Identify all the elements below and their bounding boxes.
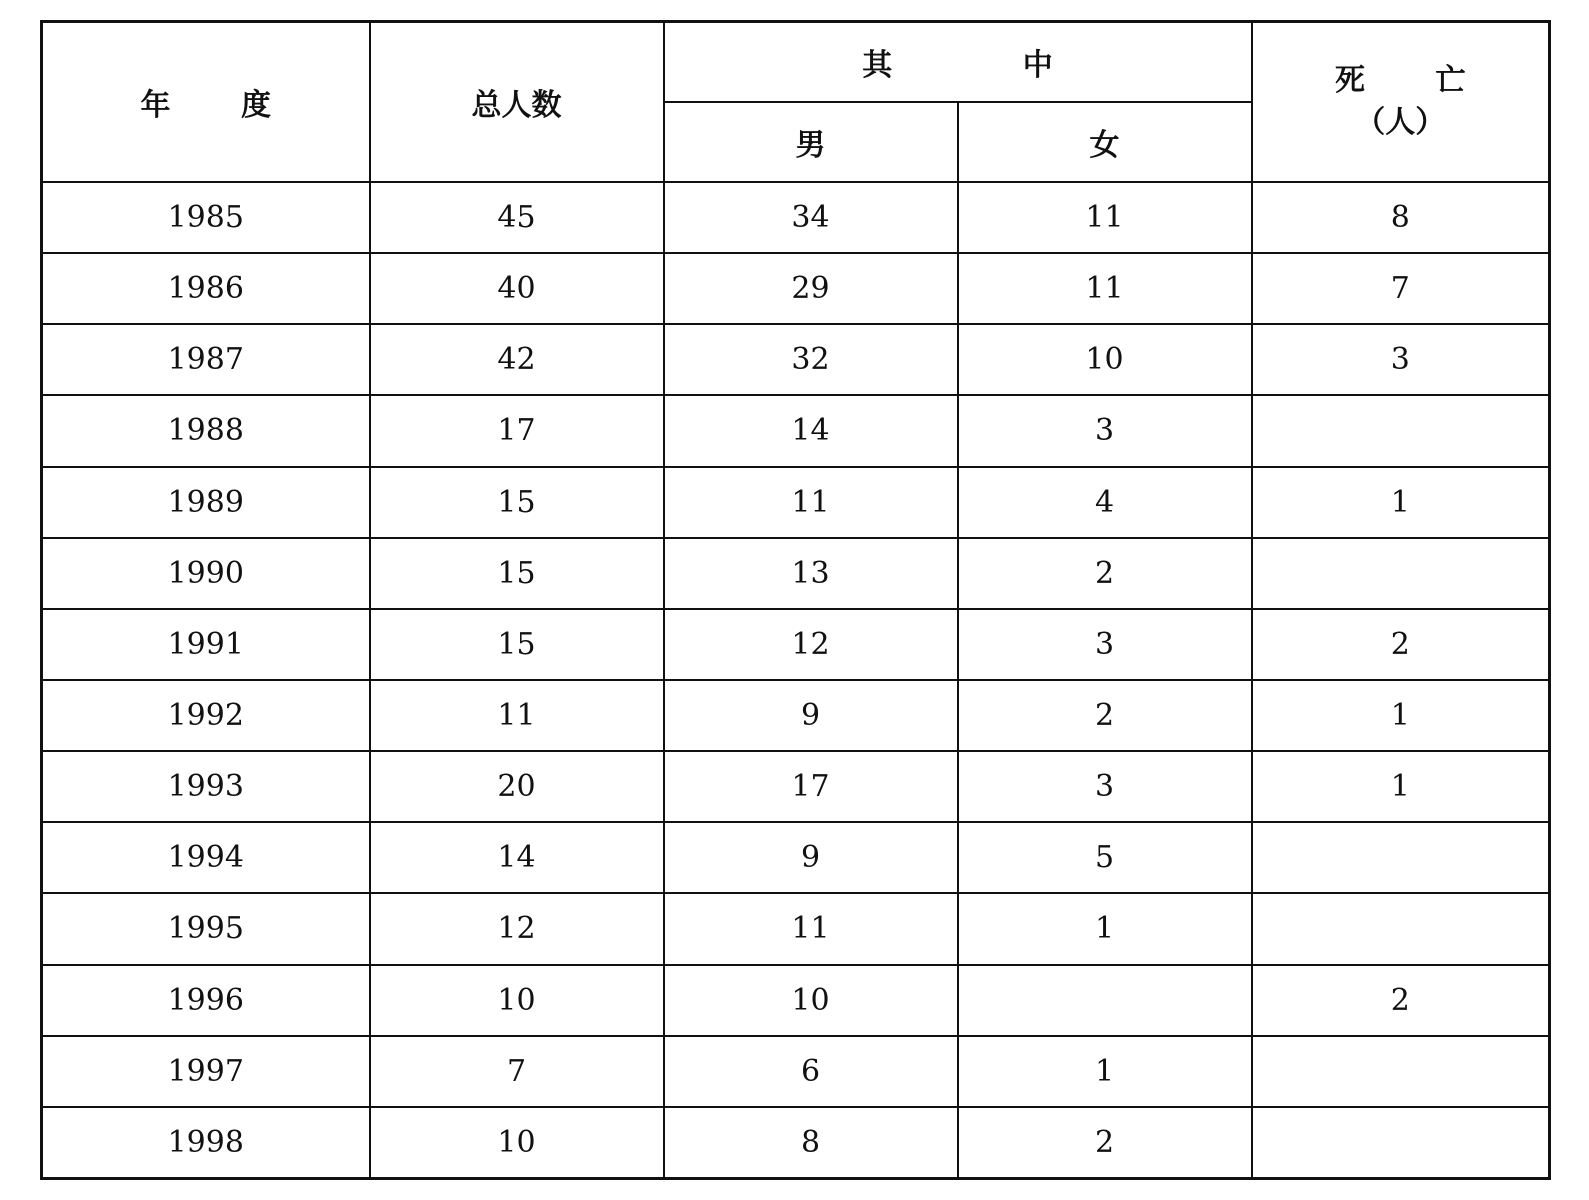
cell-death: 2	[1252, 965, 1550, 1036]
cell-female: 3	[958, 395, 1252, 466]
cell-male: 9	[664, 822, 958, 893]
table-row	[42, 324, 1550, 395]
cell-death	[1252, 395, 1550, 466]
table-row	[42, 182, 1550, 253]
cell-female: 2	[958, 538, 1252, 609]
cell-death: 1	[1252, 467, 1550, 538]
cell-male: 8	[664, 1107, 958, 1179]
cell-female: 1	[958, 1036, 1252, 1107]
cell-total: 42	[370, 324, 664, 395]
table-row	[42, 751, 1550, 822]
cell-male: 32	[664, 324, 958, 395]
table-body	[42, 182, 1550, 1179]
cell-year: 1990	[42, 538, 370, 609]
table-row	[42, 1036, 1550, 1107]
header-total-label: 总人数	[471, 88, 562, 123]
cell-total: 17	[370, 395, 664, 466]
cell-female: 2	[958, 1107, 1252, 1179]
cell-year: 1997	[42, 1036, 370, 1107]
table-row	[42, 822, 1550, 893]
statistics-table	[40, 20, 1551, 1180]
cell-death	[1252, 538, 1550, 609]
cell-year: 1991	[42, 609, 370, 680]
table-row	[42, 538, 1550, 609]
cell-total: 40	[370, 253, 664, 324]
table-row	[42, 395, 1550, 466]
cell-total: 12	[370, 893, 664, 964]
header-male-label: 男	[795, 128, 826, 163]
cell-total: 15	[370, 467, 664, 538]
cell-male: 12	[664, 609, 958, 680]
table-row	[42, 609, 1550, 680]
cell-female: 11	[958, 253, 1252, 324]
cell-death: 2	[1252, 609, 1550, 680]
cell-death	[1252, 1107, 1550, 1179]
cell-male: 34	[664, 182, 958, 253]
cell-year: 1994	[42, 822, 370, 893]
cell-female: 3	[958, 609, 1252, 680]
table-row	[42, 965, 1550, 1036]
cell-death: 1	[1252, 751, 1550, 822]
header-year-label: 年 度	[140, 88, 301, 123]
cell-total: 45	[370, 182, 664, 253]
cell-male: 14	[664, 395, 958, 466]
cell-death: 3	[1252, 324, 1550, 395]
header-year	[42, 22, 370, 183]
cell-total: 15	[370, 538, 664, 609]
cell-male: 17	[664, 751, 958, 822]
cell-female	[958, 965, 1252, 1036]
table-row	[42, 467, 1550, 538]
cell-year: 1988	[42, 395, 370, 466]
header-female	[958, 102, 1252, 182]
cell-year: 1985	[42, 182, 370, 253]
cell-male: 6	[664, 1036, 958, 1107]
cell-male: 13	[664, 538, 958, 609]
data-table-wrapper	[40, 20, 1548, 1180]
header-death-label: 死 亡	[1335, 63, 1496, 98]
cell-year: 1987	[42, 324, 370, 395]
header-death-unit: （人）	[1355, 105, 1446, 140]
cell-male: 11	[664, 893, 958, 964]
table-header	[42, 22, 1550, 183]
cell-total: 15	[370, 609, 664, 680]
table-row	[42, 893, 1550, 964]
cell-male: 9	[664, 680, 958, 751]
cell-year: 1996	[42, 965, 370, 1036]
cell-total: 10	[370, 1107, 664, 1179]
cell-death: 1	[1252, 680, 1550, 751]
cell-year: 1992	[42, 680, 370, 751]
header-row-1	[42, 22, 1550, 103]
cell-death: 7	[1252, 253, 1550, 324]
cell-female: 11	[958, 182, 1252, 253]
cell-female: 5	[958, 822, 1252, 893]
cell-total: 14	[370, 822, 664, 893]
cell-female: 1	[958, 893, 1252, 964]
cell-female: 4	[958, 467, 1252, 538]
cell-male: 29	[664, 253, 958, 324]
cell-year: 1993	[42, 751, 370, 822]
header-total	[370, 22, 664, 183]
header-group	[664, 22, 1252, 103]
cell-year: 1995	[42, 893, 370, 964]
cell-total: 11	[370, 680, 664, 751]
cell-year: 1986	[42, 253, 370, 324]
header-female-label: 女	[1089, 128, 1120, 163]
cell-death	[1252, 822, 1550, 893]
cell-male: 11	[664, 467, 958, 538]
cell-female: 10	[958, 324, 1252, 395]
cell-male: 10	[664, 965, 958, 1036]
cell-total: 10	[370, 965, 664, 1036]
header-death	[1252, 22, 1550, 183]
cell-female: 3	[958, 751, 1252, 822]
table-row	[42, 253, 1550, 324]
cell-death	[1252, 893, 1550, 964]
cell-death	[1252, 1036, 1550, 1107]
header-group-label: 其 中	[862, 48, 1113, 83]
header-male	[664, 102, 958, 182]
table-row	[42, 680, 1550, 751]
cell-year: 1989	[42, 467, 370, 538]
cell-total: 7	[370, 1036, 664, 1107]
table-row	[42, 1107, 1550, 1179]
cell-year: 1998	[42, 1107, 370, 1179]
cell-total: 20	[370, 751, 664, 822]
cell-death: 8	[1252, 182, 1550, 253]
cell-female: 2	[958, 680, 1252, 751]
